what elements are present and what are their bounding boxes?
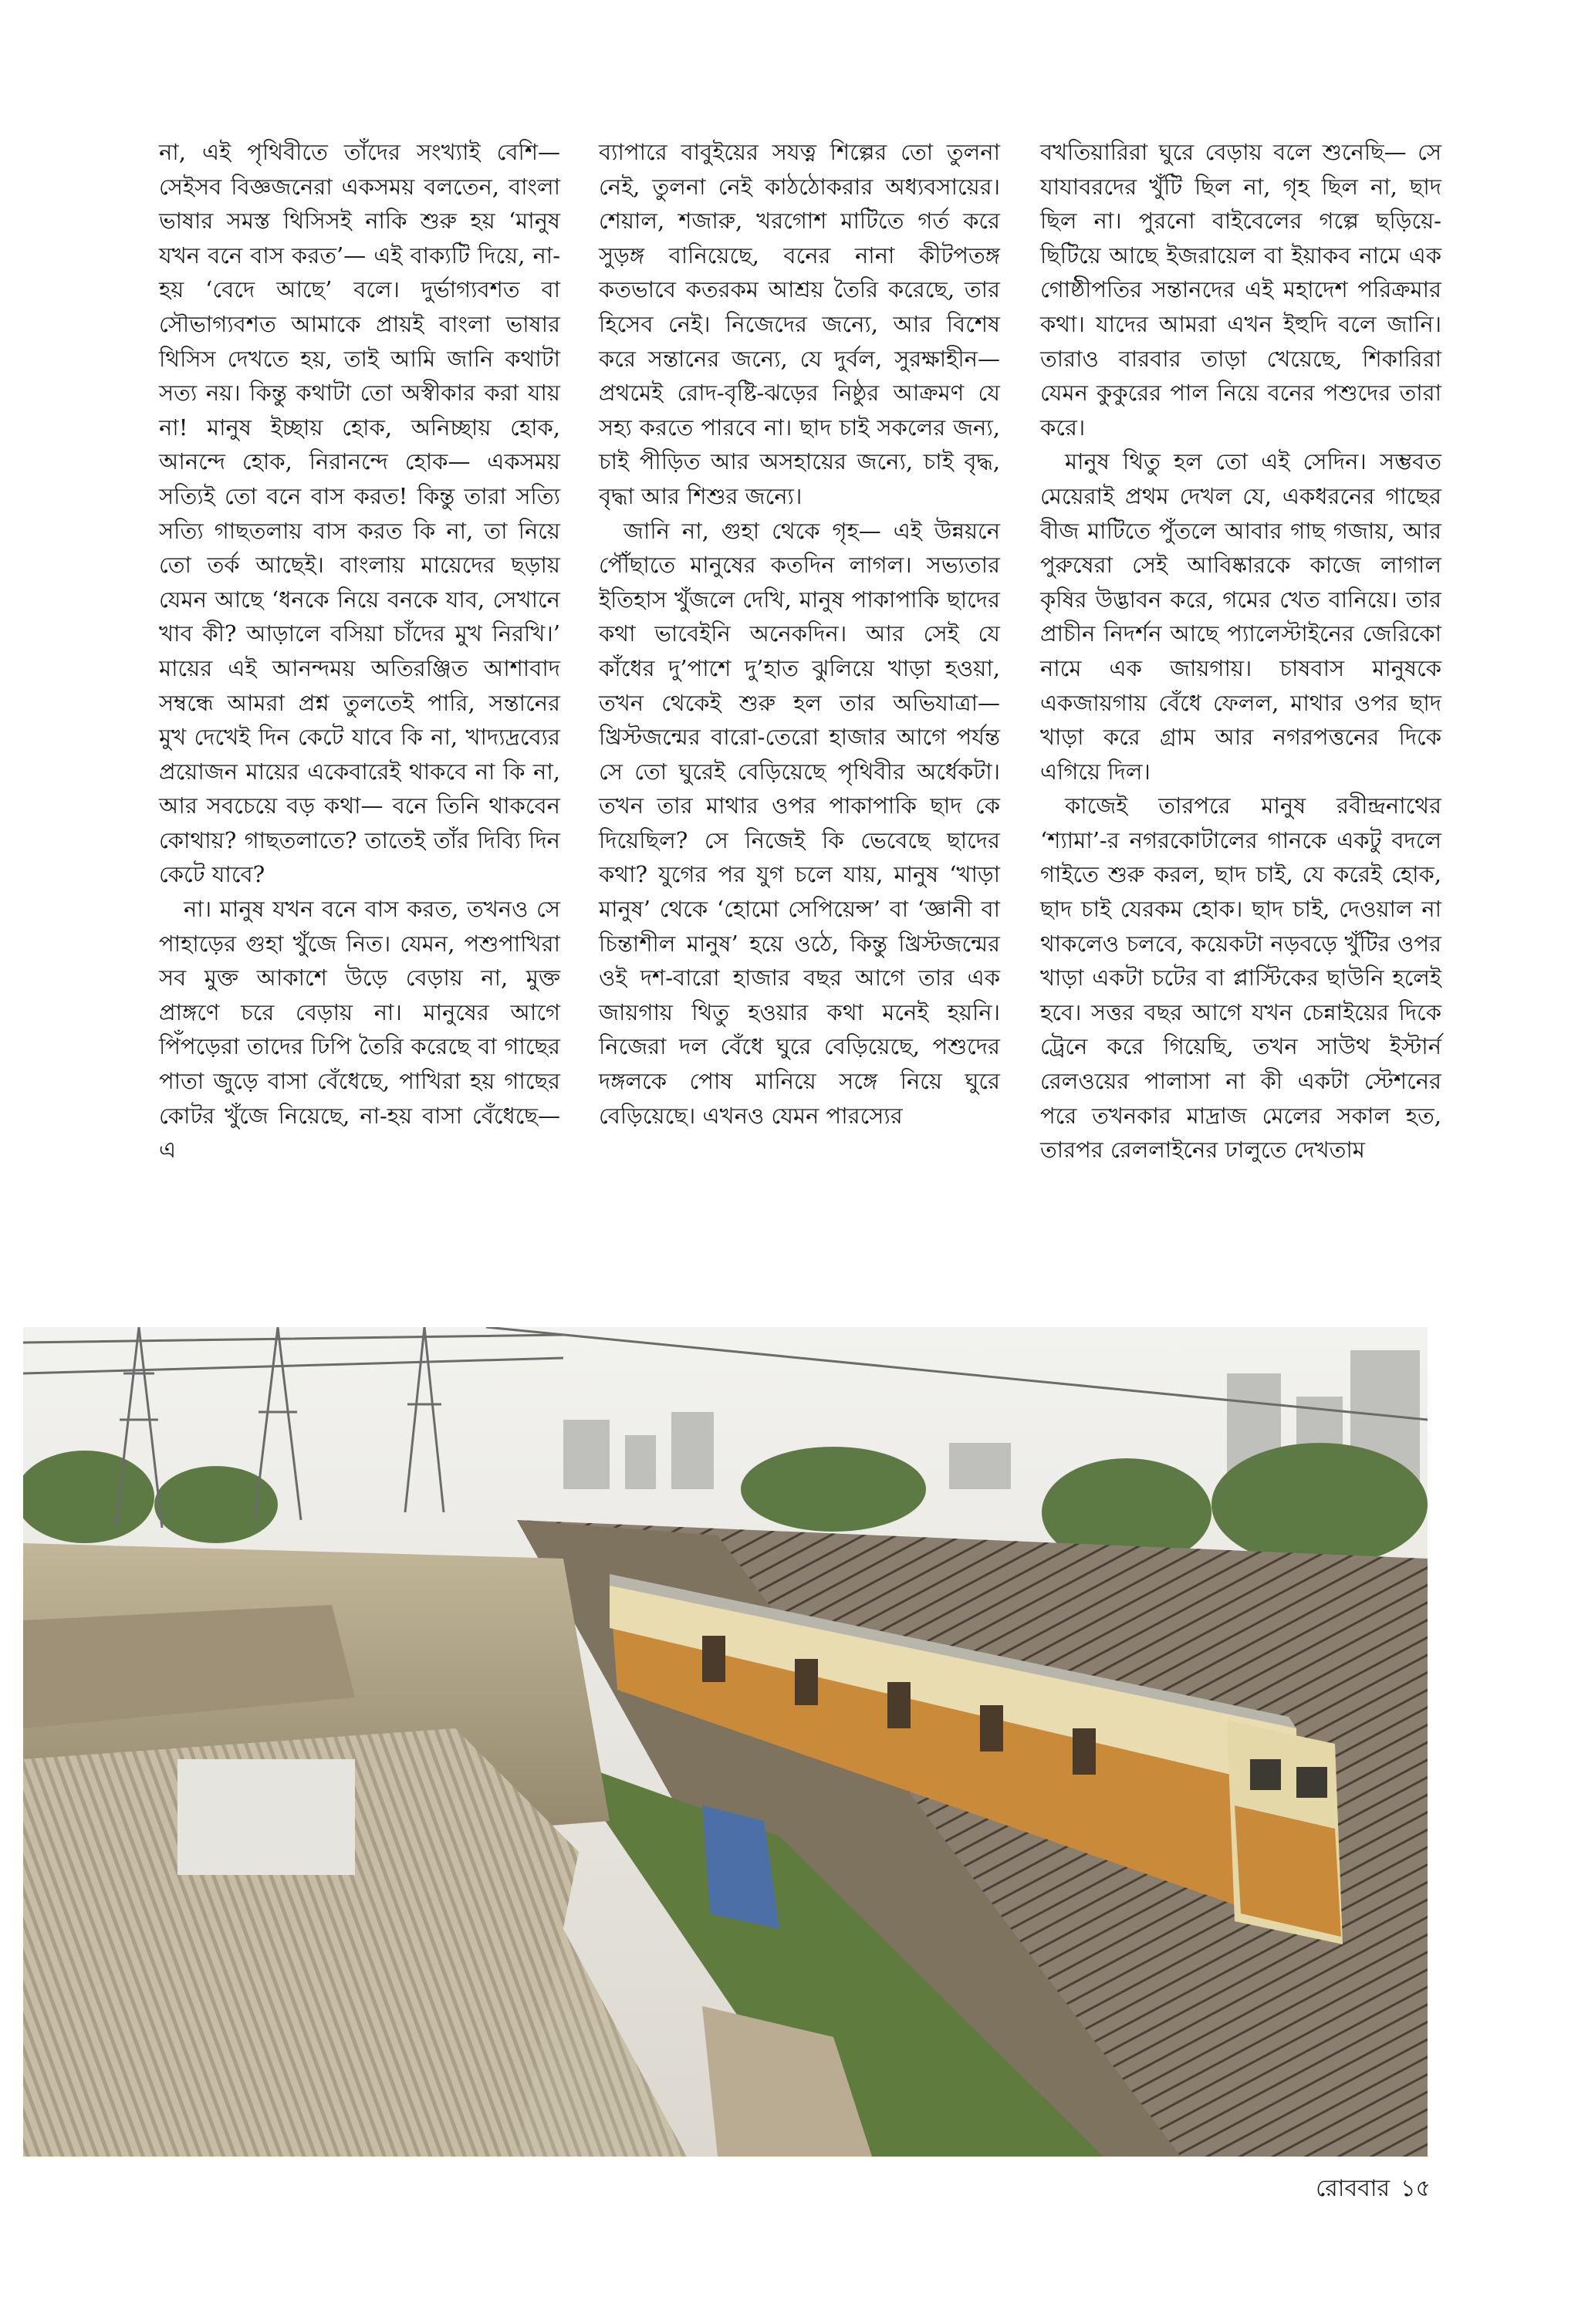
photo-illustration — [23, 1327, 1428, 2157]
page-folio — [1305, 2170, 1431, 2209]
article-column-3 — [1040, 135, 1441, 1167]
article-column-2 — [599, 135, 1000, 1133]
article-paragraph: জানি না, গুহা থেকে গৃহ— এই উন্নয়নে পৌঁছাতে মানুষের কতদিন লাগল। সভ্যতার ইতিহাস খুঁজলে দেখি, মানুষ পাকাপাকি ছাদের কথা ভাবেইনি অনেকদিন। আর সেই যে কাঁধের দু’পাশে দু’হাত ঝুলিয়ে খাড়া হওয়া, তখন থেকেই শুরু হল তার অভিযাত্রা— খ্রিস্টজন্মের বারো-তেরো হাজার আগে পর্যন্ত সে তো ঘুরেই বেড়িয়েছে পৃথিবীর অর্ধেকটা। তখন তার মাথার ওপর পাকাপাকি ছাদ কে দিয়েছিল? সে নিজেই কি ভেবেছে ছাদের কথা? যুগের পর যুগ চলে যায়, মানুষ ‘খাড়া মানুষ’ থেকে ‘হোমো সেপিয়েন্স’ বা ‘জ্ঞানী বা চিন্তাশীল মানুষ’ হয়ে ওঠে, কিন্তু খ্রিস্টজন্মের ওই দশ-বারো হাজার বছর আগে তার এক জায়গায় থিতু হওয়ার কথা মনেই হয়নি। নিজেরা দল বেঁধে ঘুরে বেড়িয়েছে, পশুদের দঙ্গলকে পোষ মানিয়ে সঙ্গে নিয়ে ঘুরে বেড়িয়েছে। এখনও যেমন পারস্যের — [599, 517, 1000, 1129]
article-paragraph: বখতিয়ারিরা ঘুরে বেড়ায় বলে শুনেছি— সে যাযাবরদের খুঁটি ছিল না, গৃহ ছিল না, ছাদ ছিল না। পুরনো বাইবেলের গল্পে ছড়িয়ে-ছিটিয়ে আছে ইজরায়েল বা ইয়াকব নামে এক গোষ্ঠীপতির সন্তানদের এই মহাদেশ পরিক্রমার কথা। যাদের আমরা এখন ইহুদি বলে জানি। তারাও বারবার তাড়া খেয়েছে, শিকারিরা যেমন কুকুরের পাল নিয়ে বনের পশুদের তারা করে। — [1040, 139, 1441, 441]
page-number: ১৫ — [1401, 2175, 1431, 2202]
magazine-name: রোববার — [1316, 2175, 1391, 2202]
article-paragraph: না। মানুষ যখন বনে বাস করত, তখনও সে পাহাড়ের গুহা খুঁজে নিত। যেমন, পশুপাখিরা সব মুক্ত আকাশে উড়ে বেড়ায় না, মুক্ত প্রাঙ্গণে চরে বেড়ায় না। মানুষের আগে পিঁপড়েরা তাদের ঢিপি তৈরি করেছে বা গাছের পাতা জুড়ে বাসা বেঁধেছে, পাখিরা হয় গাছের কোটর খুঁজে নিয়েছে, না-হয় বাসা বেঁধেছে— এ — [159, 896, 560, 1164]
article-paragraph: মানুষ থিতু হল তো এই সেদিন। সম্ভবত মেয়েরাই প্রথম দেখল যে, একধরনের গাছের বীজ মাটিতে পুঁতলে আবার গাছ গজায়, আর পুরুষেরা সেই আবিষ্কারকে কাজে লাগাল কৃষির উদ্ভাবন করে, গমের খেত বানিয়ে। তার প্রাচীন নিদর্শন আছে প্যালেস্টাইনের জেরিকো নামে এক জায়গায়। চাষবাস মানুষকে একজায়গায় বেঁধে ফেলল, মাথার ওপর ছাদ খাড়া করে গ্রাম আর নগরপত্তনের দিকে এগিয়ে দিল। — [1040, 448, 1441, 785]
article-paragraph: না, এই পৃথিবীতে তাঁদের সংখ্যাই বেশি— সেইসব বিজ্ঞজনেরা একসময় বলতেন, বাংলা ভাষার সমস্ত থিসিসই নাকি শুরু হয় ‘মানুষ যখন বনে বাস করত’— এই বাক্যটি দিয়ে, না-হয় ‘বেদে আছে’ বলে। দুর্ভাগ্যবশত বা সৌভাগ্যবশত আমাকে প্রায়ই বাংলা ভাষার থিসিস দেখতে হয়, তাই আমি জানি কথাটা সত্য নয়। কিন্তু কথাটা তো অস্বীকার করা যায় না! মানুষ ইচ্ছায় হোক, অনিচ্ছায় হোক, আনন্দে হোক, নিরানন্দে হোক— একসময় সত্যিই তো বনে বাস করত! কিন্তু তারা সত্যি সত্যি গাছতলায় বাস করত কি না, তা নিয়ে তো তর্ক আছেই। বাংলায় মায়েদের ছড়ায় যেমন আছে ‘ধনকে নিয়ে বনকে যাব, সেখানে খাব কী? আড়ালে বসিয়া চাঁদের মুখ নিরখি।’ মায়ের এই আনন্দময় অতিরঞ্জিত আশাবাদ সম্বন্ধে আমরা প্রশ্ন তুলতেই পারি, সন্তানের মুখ দেখেই দিন কেটে যাবে কি না, খাদ্যদ্রব্যের প্রয়োজন মায়ের একেবারেই থাকবে না কি না, আর সবচেয়ে বড় কথা— বনে তিনি থাকবেন কোথায়? গাছতলাতে? তাতেই তাঁর দিব্যি দিন কেটে যাবে? — [159, 139, 560, 888]
article-paragraph: কাজেই তারপরে মানুষ রবীন্দ্রনাথের ‘শ্যামা’-র নগরকোটালের গানকে একটু বদলে গাইতে শুরু করল, ছাদ চাই, যে করেই হোক, ছাদ চাই যেরকম হোক। ছাদ চাই, দেওয়াল না থাকলেও চলবে, কয়েকটা নড়বড়ে খুঁটির ওপর খাড়া একটা চটের বা প্লাস্টিকের ছাউনি হলেই হবে। সত্তর বছর আগে যখন চেন্নাইয়ের দিকে ট্রেনে করে গিয়েছি, তখন সাউথ ইস্টার্ন রেলওয়ের পালাসা না কী একটা স্টেশনের পরে তখনকার মাদ্রাজ মেলের সকাল হত, তারপর রেললাইনের ঢালুতে দেখতাম — [1040, 792, 1441, 1164]
photo-slum-railway — [23, 1327, 1428, 2157]
article-paragraph: ব্যাপারে বাবুইয়ের সযত্ন শিল্পের তো তুলনা নেই, তুলনা নেই কাঠঠোকরার অধ্যবসায়ের। শেয়াল, শজারু, খরগোশ মাটিতে গর্ত করে সুড়ঙ্গ বানিয়েছে, বনের নানা কীটপতঙ্গ কতভাবে কতরকম আশ্রয় তৈরি করেছে, তার হিসেব নেই। নিজেদের জন্যে, আর বিশেষ করে সন্তানের জন্যে, যে দুর্বল, সুরক্ষাহীন— প্রথমেই রোদ-বৃষ্টি-ঝড়ের নিষ্ঠুর আক্রমণ যে সহ্য করতে পারবে না। ছাদ চাই সকলের জন্য, চাই পীড়িত আর অসহায়ের জন্যে, চাই বৃদ্ধ, বৃদ্ধা আর শিশুর জন্যে। — [599, 139, 1000, 509]
article-column-1 — [159, 135, 560, 1167]
